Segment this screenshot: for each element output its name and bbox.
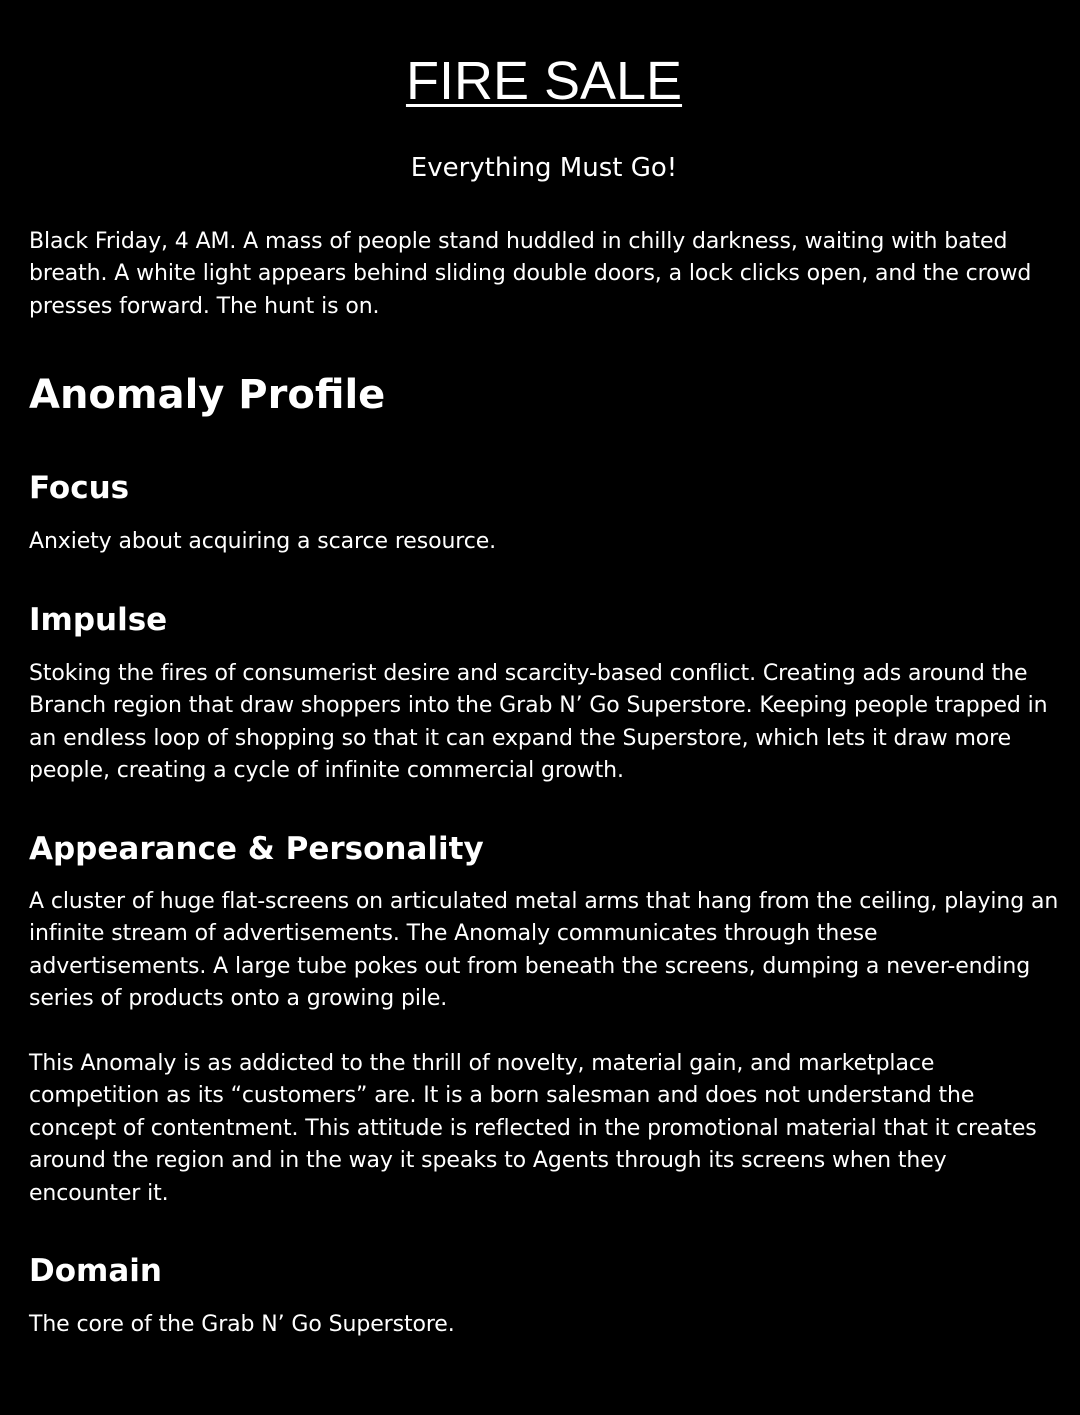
domain-text: The core of the Grab N’ Go Superstore. [29, 1312, 455, 1337]
profile-heading: Anomaly Profile [29, 372, 386, 418]
impulse-text: Stoking the fires of consumerist desire and scarcity-based conflict. Creating ads around the Branch region that draw shoppers into the Grab N’ Go Superstore. Keeping people trapped in an endless loop of shopping so that it can expand the Superstore, which lets it draw more people, creating a cycle of infinite commercial growth. [29, 661, 1048, 784]
intro-paragraph: Black Friday, 4 AM. A mass of people stand huddled in chilly darkness, waiting with bated breath. A white light appears behind sliding double doors, a lock clicks open, and the crowd presses forward. The hunt is on. [29, 229, 1032, 319]
document-subtitle: Everything Must Go! [410, 153, 678, 183]
impulse-heading: Impulse [29, 602, 168, 638]
appearance-text-1: A cluster of huge flat-screens on articulated metal arms that hang from the ceiling, playing an infinite stream of advertisements. The Anomaly communicates through these advertisements. A large tube pokes out from beneath the screens, dumping a never-ending series of products onto a growing pile. [29, 889, 1059, 1012]
focus-heading: Focus [29, 470, 130, 506]
appearance-heading: Appearance & Personality [29, 831, 484, 867]
focus-text: Anxiety about acquiring a scarce resource. [29, 529, 497, 554]
document-title: FIRE SALE [405, 51, 683, 111]
domain-heading: Domain [29, 1253, 162, 1289]
appearance-text-2: This Anomaly is as addicted to the thrill of novelty, material gain, and marketplace competition as its “customers” are. It is a born salesman and does not understand the concept of contentment. This attitude is reflected in the promotional material that it creates around the region and in the way it speaks to Agents through its screens when they encounter it. [29, 1051, 1037, 1206]
